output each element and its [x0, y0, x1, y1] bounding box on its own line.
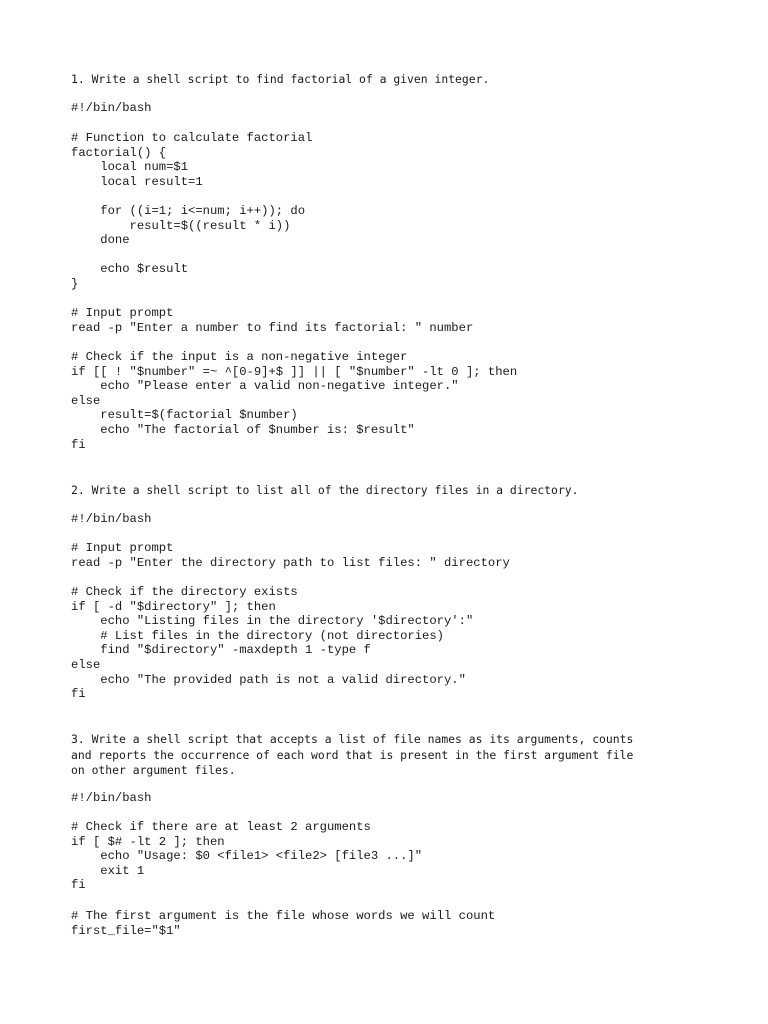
q3-question: 3. Write a shell script that accepts a list of file names as its arguments, counts and reports the occurrence of each word that is present in the first argument file on other argument files.: [71, 732, 634, 778]
q2-shebang: #!/bin/bash: [71, 512, 152, 526]
q1-code-check: # Check if the input is a non-negative integer if [[ ! "$number" =~ ^[0-9]+$ ]] || [ "$number" -lt 0 ]; then echo "Please enter a valid non-negative integer." else result=$(factorial $number) echo "The factorial of $number is: $result" fi: [71, 350, 518, 452]
q1-question: 1. Write a shell script to find factorial of a given integer.: [71, 72, 490, 86]
q3-shebang: #!/bin/bash: [71, 791, 152, 805]
q2-question: 2. Write a shell script to list all of the directory files in a directory.: [71, 483, 579, 497]
q1-shebang: #!/bin/bash: [71, 101, 152, 115]
q1-code-input: # Input prompt read -p "Enter a number to find its factorial: " number: [71, 306, 474, 335]
q2-code-input: # Input prompt read -p "Enter the directory path to list files: " directory: [71, 541, 510, 570]
q3-code-args: # Check if there are at least 2 arguments if [ $# -lt 2 ]; then echo "Usage: $0 <file1> <file2> [file3 ...]" exit 1 fi: [71, 820, 423, 893]
q2-code-check: # Check if the directory exists if [ -d "$directory" ]; then echo "Listing files in the directory '$directory':" # List files in the directory (not directories) find "$directory" -maxdepth 1 -type f else echo "The provided path is not a valid directory." fi: [71, 585, 474, 702]
q3-code-first: # The first argument is the file whose words we will count first_file="$1": [71, 909, 496, 938]
q1-code-function: # Function to calculate factorial factorial() { local num=$1 local result=1 for ((i=1; i<=num; i++)); do result=$((result * i)) done echo $result }: [71, 131, 313, 291]
